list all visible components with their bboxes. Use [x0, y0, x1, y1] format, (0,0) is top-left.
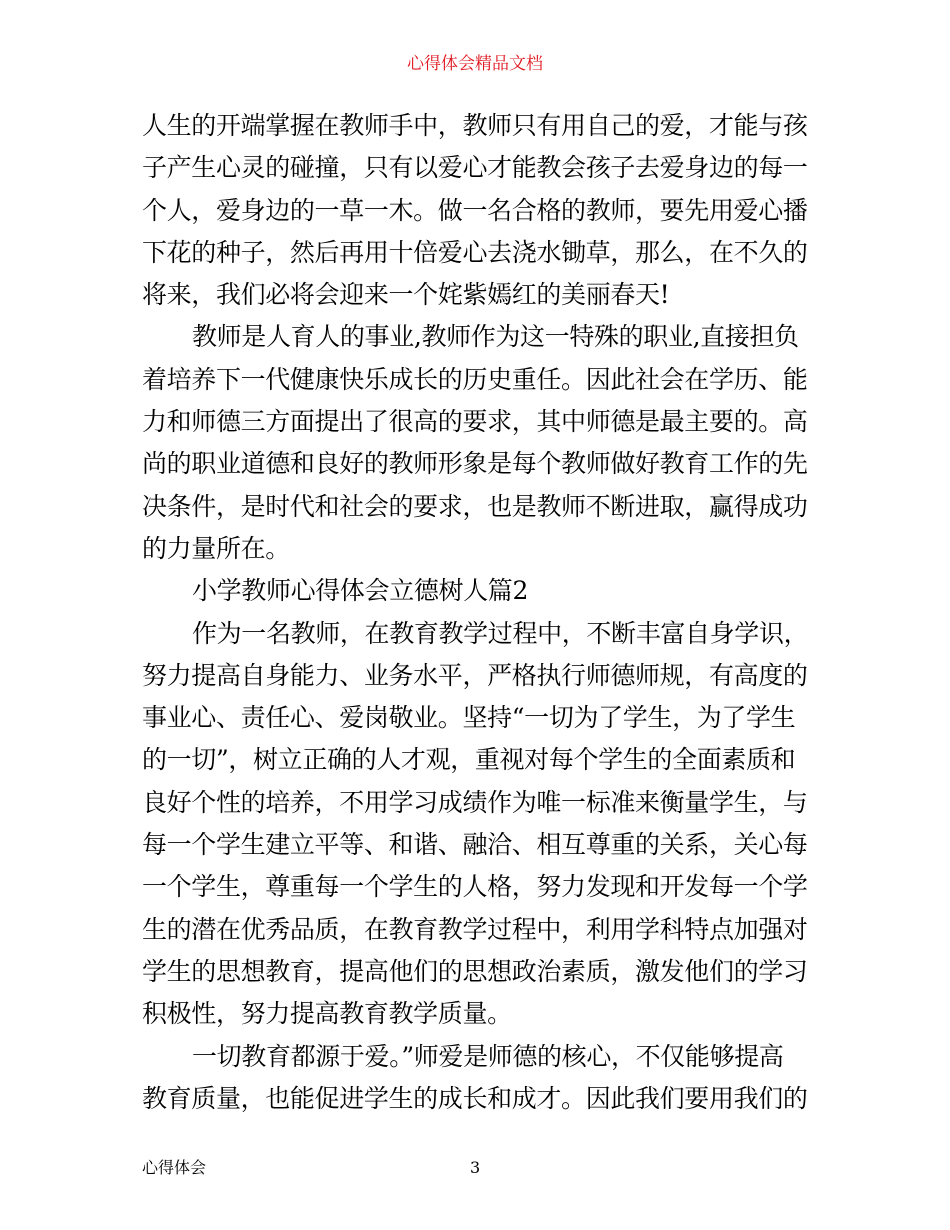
text-line: 一个学生，尊重每一个学生的人格，努力发现和开发每一个学	[142, 872, 808, 902]
text-line: 教师是人育人的事业,教师作为这一特殊的职业,直接担负	[192, 322, 799, 352]
text-line: 人生的开端掌握在教师手中，教师只有用自己的爱，才能与孩	[142, 111, 808, 140]
text-line: 着培养下一代健康快乐成长的历史重任。因此社会在学历、能	[142, 364, 808, 394]
text-line: 力和师德三方面提出了很高的要求，其中师德是最主要的。高	[142, 407, 808, 437]
page-number: 3	[470, 1158, 481, 1177]
paragraph-3	[142, 613, 814, 1036]
text-line: 个人，爱身边的一草一木。做一名合格的教师，要先用爱心播	[142, 195, 808, 225]
section-heading	[142, 570, 814, 612]
text-line: 一切教育都源于爱。”师爱是师德的核心，不仅能够提高	[192, 1041, 784, 1071]
text-line: 子产生心灵的碰撞，只有以爱心才能教会孩子去爱身边的每一	[142, 153, 808, 183]
document-body	[142, 105, 814, 1120]
section-heading-text: 小学教师心得体会立德树人篇2	[192, 576, 529, 606]
text-line: 积极性，努力提高教育教学质量。	[142, 999, 512, 1029]
text-line: 生的潜在优秀品质，在教育教学过程中，利用学科特点加强对	[142, 914, 808, 944]
text-line: 每一个学生建立平等、和谐、融洽、相互尊重的关系，关心每	[142, 830, 808, 860]
text-line: 作为一名教师，在教育教学过程中，不断丰富自身学识，	[192, 618, 809, 648]
text-line: 的一切”，树立正确的人才观，重视对每个学生的全面素质和	[142, 745, 796, 775]
text-line: 事业心、责任心、爱岗敬业。坚持“一切为了学生，为了学生	[142, 703, 796, 733]
paragraph-2	[142, 316, 814, 570]
paragraph-4	[142, 1036, 814, 1121]
text-line: 学生的思想教育，提高他们的思想政治素质，激发他们的学习	[142, 956, 808, 986]
page-footer-label: 心得体会	[142, 1158, 207, 1177]
text-line: 决条件，是时代和社会的要求，也是教师不断进取，赢得成功	[142, 491, 808, 521]
text-line: 良好个性的培养，不用学习成绩作为唯一标准来衡量学生，与	[142, 787, 808, 817]
text-line: 下花的种子，然后再用十倍爱心去浇水锄草，那么，在不久的	[142, 237, 808, 267]
text-line: 尚的职业道德和良好的教师形象是每个教师做好教育工作的先	[142, 449, 808, 479]
text-line: 的力量所在。	[142, 533, 290, 563]
text-line: 教育质量，也能促进学生的成长和成才。因此我们要用我们的	[142, 1083, 808, 1113]
page-header-title: 心得体会精品文档	[407, 54, 543, 74]
text-line: 努力提高自身能力、业务水平，严格执行师德师规，有高度的	[142, 660, 808, 690]
paragraph-1	[142, 105, 814, 316]
text-line: 将来，我们必将会迎来一个姹紫嫣红的美丽春天!	[142, 280, 670, 310]
